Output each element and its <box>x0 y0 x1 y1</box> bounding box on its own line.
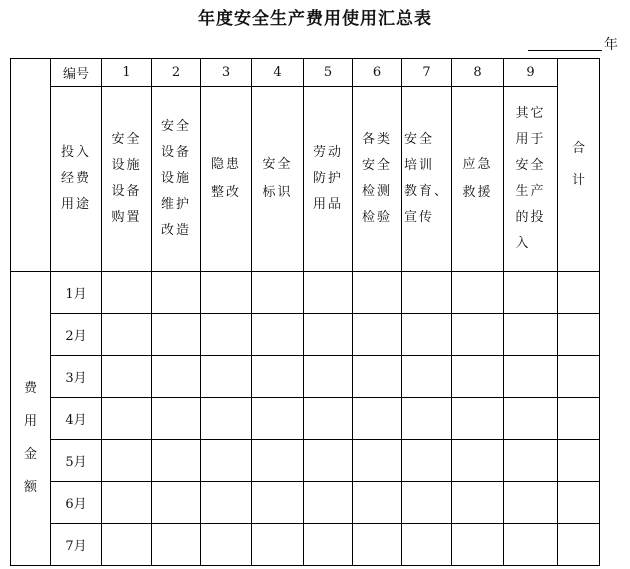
table-row <box>11 524 600 566</box>
category-cell-5 <box>304 87 353 272</box>
amount-cell[interactable] <box>102 314 152 356</box>
amount-cell[interactable] <box>102 272 152 314</box>
amount-cell[interactable] <box>304 272 353 314</box>
amount-cell[interactable] <box>304 524 353 566</box>
category-label: 安全 设备 设施 维护 改造 <box>160 119 191 238</box>
amount-cell[interactable] <box>353 398 402 440</box>
amount-cell[interactable] <box>558 272 600 314</box>
amount-cell[interactable] <box>152 272 201 314</box>
amount-cell[interactable] <box>402 356 452 398</box>
column-number-1: 1 <box>102 59 152 87</box>
number-label: 编号 <box>51 59 102 87</box>
amount-cell[interactable] <box>452 356 504 398</box>
amount-cell[interactable] <box>252 314 304 356</box>
month-label: 1月 <box>51 272 102 314</box>
amount-cell[interactable] <box>152 314 201 356</box>
amount-cell[interactable] <box>252 440 304 482</box>
amount-cell[interactable] <box>304 314 353 356</box>
column-number-2: 2 <box>152 59 201 87</box>
amount-cell[interactable] <box>353 356 402 398</box>
column-number-8: 8 <box>452 59 504 87</box>
amount-cell[interactable] <box>452 440 504 482</box>
amount-cell[interactable] <box>152 356 201 398</box>
amount-cell[interactable] <box>152 482 201 524</box>
amount-cell[interactable] <box>452 272 504 314</box>
amount-cell[interactable] <box>402 524 452 566</box>
amount-cell[interactable] <box>102 440 152 482</box>
amount-cell[interactable] <box>252 398 304 440</box>
amount-cell[interactable] <box>504 482 558 524</box>
table-row <box>11 356 600 398</box>
amount-cell[interactable] <box>201 524 252 566</box>
month-label: 2月 <box>51 314 102 356</box>
table-row <box>11 440 600 482</box>
amount-cell[interactable] <box>353 314 402 356</box>
column-number-7: 7 <box>402 59 452 87</box>
amount-cell[interactable] <box>252 482 304 524</box>
amount-cell[interactable] <box>558 524 600 566</box>
month-label: 7月 <box>51 524 102 566</box>
column-number-3: 3 <box>201 59 252 87</box>
category-label: 安全 培训 教育、 宣传 <box>403 132 449 225</box>
amount-cell[interactable] <box>452 398 504 440</box>
amount-cell[interactable] <box>152 440 201 482</box>
purpose-label: 投入 经费 用途 <box>60 145 91 212</box>
category-label: 其它 用于 安全 生产 的投 入 <box>515 106 546 251</box>
month-label: 4月 <box>51 398 102 440</box>
amount-cell[interactable] <box>201 272 252 314</box>
category-label: 应急 救援 <box>462 157 493 200</box>
table-row <box>11 314 600 356</box>
amount-cell[interactable] <box>252 356 304 398</box>
category-cell-8 <box>452 87 504 272</box>
category-cell-2 <box>152 87 201 272</box>
amount-cell[interactable] <box>201 398 252 440</box>
amount-cell[interactable] <box>558 440 600 482</box>
category-label: 安全 设施 设备 购置 <box>111 132 142 225</box>
table-row <box>11 398 600 440</box>
amount-cell[interactable] <box>252 524 304 566</box>
amount-cell[interactable] <box>402 482 452 524</box>
amount-cell[interactable] <box>504 398 558 440</box>
amount-cell[interactable] <box>504 356 558 398</box>
amount-cell[interactable] <box>558 398 600 440</box>
category-cell-6 <box>353 87 402 272</box>
year-suffix: 年 <box>604 37 618 53</box>
column-number-4: 4 <box>252 59 304 87</box>
amount-cell[interactable] <box>152 398 201 440</box>
month-label: 3月 <box>51 356 102 398</box>
amount-cell[interactable] <box>102 524 152 566</box>
column-number-6: 6 <box>353 59 402 87</box>
amount-cell[interactable] <box>402 440 452 482</box>
category-cell-4 <box>252 87 304 272</box>
column-number-9: 9 <box>504 59 558 87</box>
amount-cell[interactable] <box>102 356 152 398</box>
summary-table <box>10 58 600 566</box>
amount-cell[interactable] <box>201 356 252 398</box>
amount-cell[interactable] <box>152 524 201 566</box>
table-row <box>11 272 600 314</box>
category-cell-1 <box>102 87 152 272</box>
amount-cell[interactable] <box>201 440 252 482</box>
amount-cell[interactable] <box>102 398 152 440</box>
total-header <box>558 59 600 272</box>
side-label: 费 用 金 额 <box>23 381 37 495</box>
amount-cell[interactable] <box>452 314 504 356</box>
number-row <box>11 59 600 87</box>
table-row <box>11 482 600 524</box>
category-cell-3 <box>201 87 252 272</box>
category-label: 隐患 整改 <box>210 157 241 200</box>
amount-cell[interactable] <box>353 272 402 314</box>
amount-cell[interactable] <box>452 524 504 566</box>
purpose-label-cell <box>51 87 102 272</box>
amount-cell[interactable] <box>201 482 252 524</box>
category-label: 各类 安全 检测 检验 <box>361 132 392 225</box>
side-label-cell <box>11 272 51 566</box>
amount-cell[interactable] <box>558 314 600 356</box>
year-blank-line[interactable] <box>528 50 602 51</box>
month-label: 5月 <box>51 440 102 482</box>
page-title: 年度安全生产费用使用汇总表 <box>198 9 432 29</box>
amount-cell[interactable] <box>504 440 558 482</box>
amount-cell[interactable] <box>304 356 353 398</box>
amount-cell[interactable] <box>304 440 353 482</box>
amount-cell[interactable] <box>402 272 452 314</box>
amount-cell[interactable] <box>353 482 402 524</box>
category-label: 安全 标识 <box>262 157 293 200</box>
amount-cell[interactable] <box>304 398 353 440</box>
amount-cell[interactable] <box>353 440 402 482</box>
column-number-5: 5 <box>304 59 353 87</box>
category-label: 劳动 防护 用品 <box>312 145 343 212</box>
total-label: 合 计 <box>571 141 585 188</box>
amount-cell[interactable] <box>402 314 452 356</box>
amount-cell[interactable] <box>504 272 558 314</box>
amount-cell[interactable] <box>452 482 504 524</box>
amount-cell[interactable] <box>201 314 252 356</box>
side-blank-cell <box>11 59 51 272</box>
amount-cell[interactable] <box>402 398 452 440</box>
amount-cell[interactable] <box>504 314 558 356</box>
amount-cell[interactable] <box>252 272 304 314</box>
month-label: 6月 <box>51 482 102 524</box>
amount-cell[interactable] <box>558 482 600 524</box>
amount-cell[interactable] <box>102 482 152 524</box>
purpose-row <box>11 87 600 272</box>
category-cell-7 <box>402 87 452 272</box>
category-cell-9 <box>504 87 558 272</box>
amount-cell[interactable] <box>353 524 402 566</box>
amount-cell[interactable] <box>504 524 558 566</box>
amount-cell[interactable] <box>558 356 600 398</box>
amount-cell[interactable] <box>304 482 353 524</box>
